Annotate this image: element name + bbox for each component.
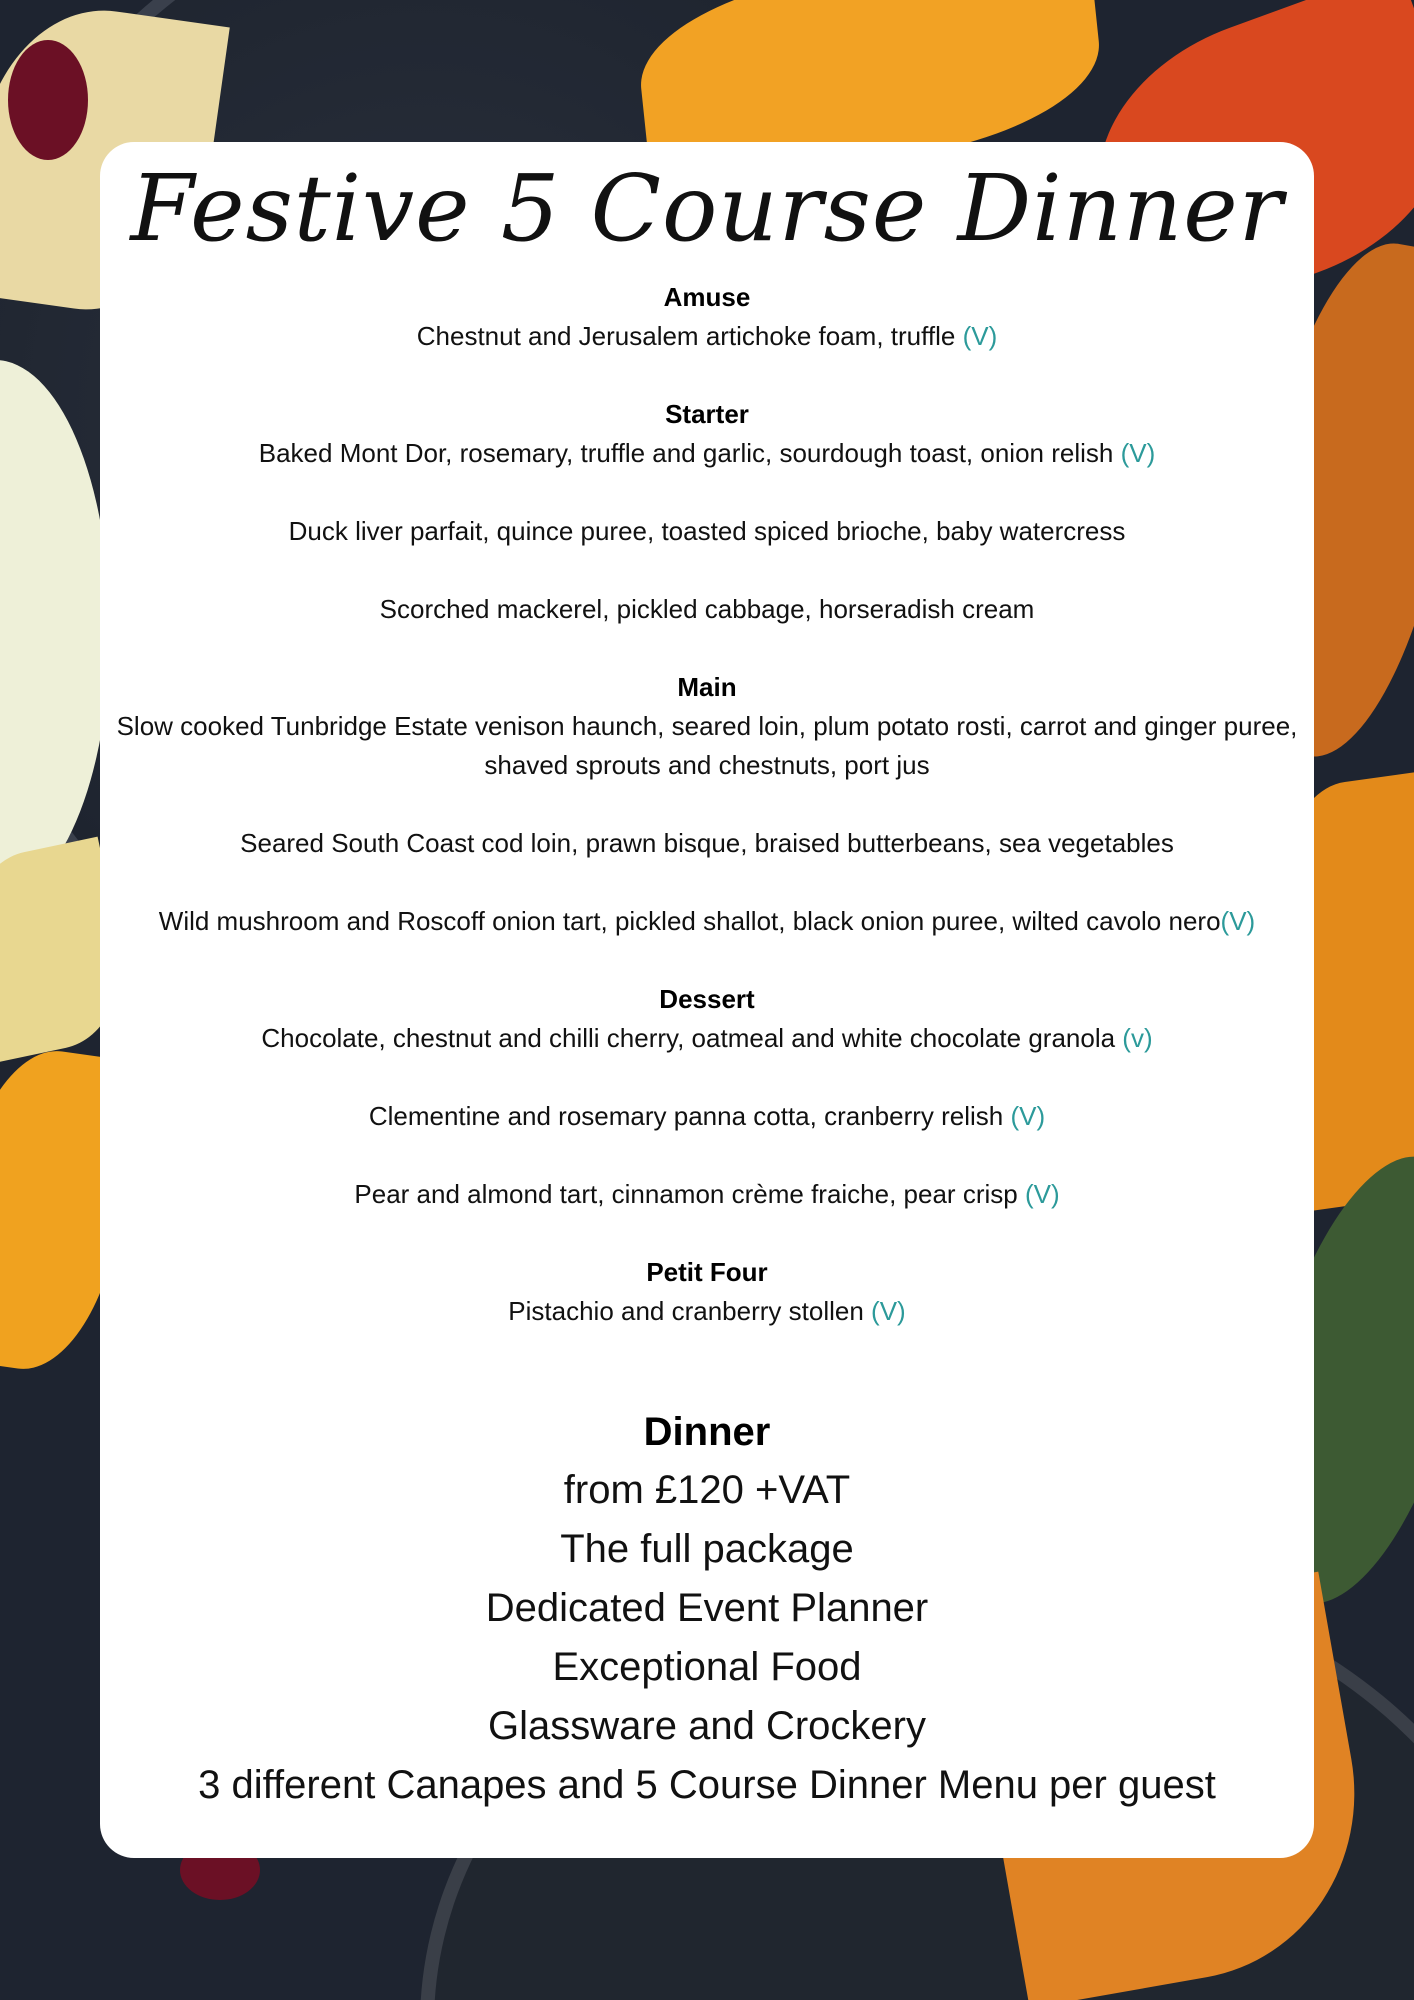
menu-item-text: Duck liver parfait, quince puree, toasted spiced brioche, baby watercress xyxy=(288,516,1126,546)
vegetarian-tag: (V) xyxy=(962,321,998,351)
section-title: Petit Four xyxy=(646,1257,768,1287)
vegetarian-tag: (V) xyxy=(1120,438,1156,468)
pricing-line: from £120 +VAT xyxy=(563,1468,851,1512)
menu-item xyxy=(100,707,1314,785)
menu-item-text: Pear and almond tart, cinnamon crème fraiche, pear crisp xyxy=(354,1179,1025,1209)
menu-item-text: Chocolate, chestnut and chilli cherry, oatmeal and white chocolate granola xyxy=(261,1023,1123,1053)
vegetarian-tag: (V) xyxy=(1024,1179,1060,1209)
menu-item-text: Clementine and rosemary panna cotta, cranberry relish xyxy=(368,1101,1011,1131)
vegetarian-tag: (v) xyxy=(1122,1023,1153,1053)
menu-item-text: Scorched mackerel, pickled cabbage, horseradish cream xyxy=(379,594,1035,624)
menu-item xyxy=(100,590,1314,629)
vegetarian-tag: (V) xyxy=(1220,906,1256,936)
vegetarian-tag: (V) xyxy=(871,1296,906,1326)
menu-item xyxy=(100,902,1314,941)
menu-sections xyxy=(100,278,1314,1331)
menu-item-text: Slow cooked Tunbridge Estate venison haunch, seared loin, plum potato rosti, carrot and ginger puree, shaved sprouts and chestnuts, port jus xyxy=(116,711,1298,780)
section-title: Main xyxy=(677,672,737,702)
section-amuse xyxy=(100,278,1314,356)
pricing-line: 3 different Canapes and 5 Course Dinner Menu per guest xyxy=(198,1763,1216,1807)
menu-item xyxy=(100,434,1314,473)
pricing-line: Glassware and Crockery xyxy=(488,1704,926,1748)
section-starter xyxy=(100,395,1314,629)
pricing-line: Exceptional Food xyxy=(552,1645,862,1689)
menu-item xyxy=(100,512,1314,551)
section-petit-four xyxy=(100,1253,1314,1331)
section-title: Dessert xyxy=(659,984,755,1014)
pricing-title: Dinner xyxy=(643,1410,771,1454)
berry-decoration xyxy=(8,40,88,160)
section-title: Amuse xyxy=(663,282,751,312)
menu-item-text: Chestnut and Jerusalem artichoke foam, truffle xyxy=(416,321,963,351)
pricing-line: Dedicated Event Planner xyxy=(485,1586,929,1630)
menu-title: Festive 5 Course Dinner xyxy=(130,155,1284,262)
section-title: Starter xyxy=(665,399,749,429)
menu-item xyxy=(100,1175,1314,1214)
menu-item xyxy=(100,317,1314,356)
menu-item xyxy=(100,1097,1314,1136)
menu-item xyxy=(100,824,1314,863)
pricing-block xyxy=(100,1403,1314,1815)
section-dessert xyxy=(100,980,1314,1214)
menu-card xyxy=(100,142,1314,1858)
menu-item-text: Pistachio and cranberry stollen xyxy=(508,1296,872,1326)
menu-item xyxy=(100,1292,1314,1331)
menu-item-text: Seared South Coast cod loin, prawn bisque, braised butterbeans, sea vegetables xyxy=(240,828,1174,858)
vegetarian-tag: (V) xyxy=(1010,1101,1046,1131)
menu-item-text: Baked Mont Dor, rosemary, truffle and garlic, sourdough toast, onion relish xyxy=(258,438,1121,468)
pricing-line: The full package xyxy=(560,1527,854,1571)
menu-item-text: Wild mushroom and Roscoff onion tart, pickled shallot, black onion puree, wilted cavolo nero xyxy=(158,906,1221,936)
section-main xyxy=(100,668,1314,941)
menu-item xyxy=(100,1019,1314,1058)
